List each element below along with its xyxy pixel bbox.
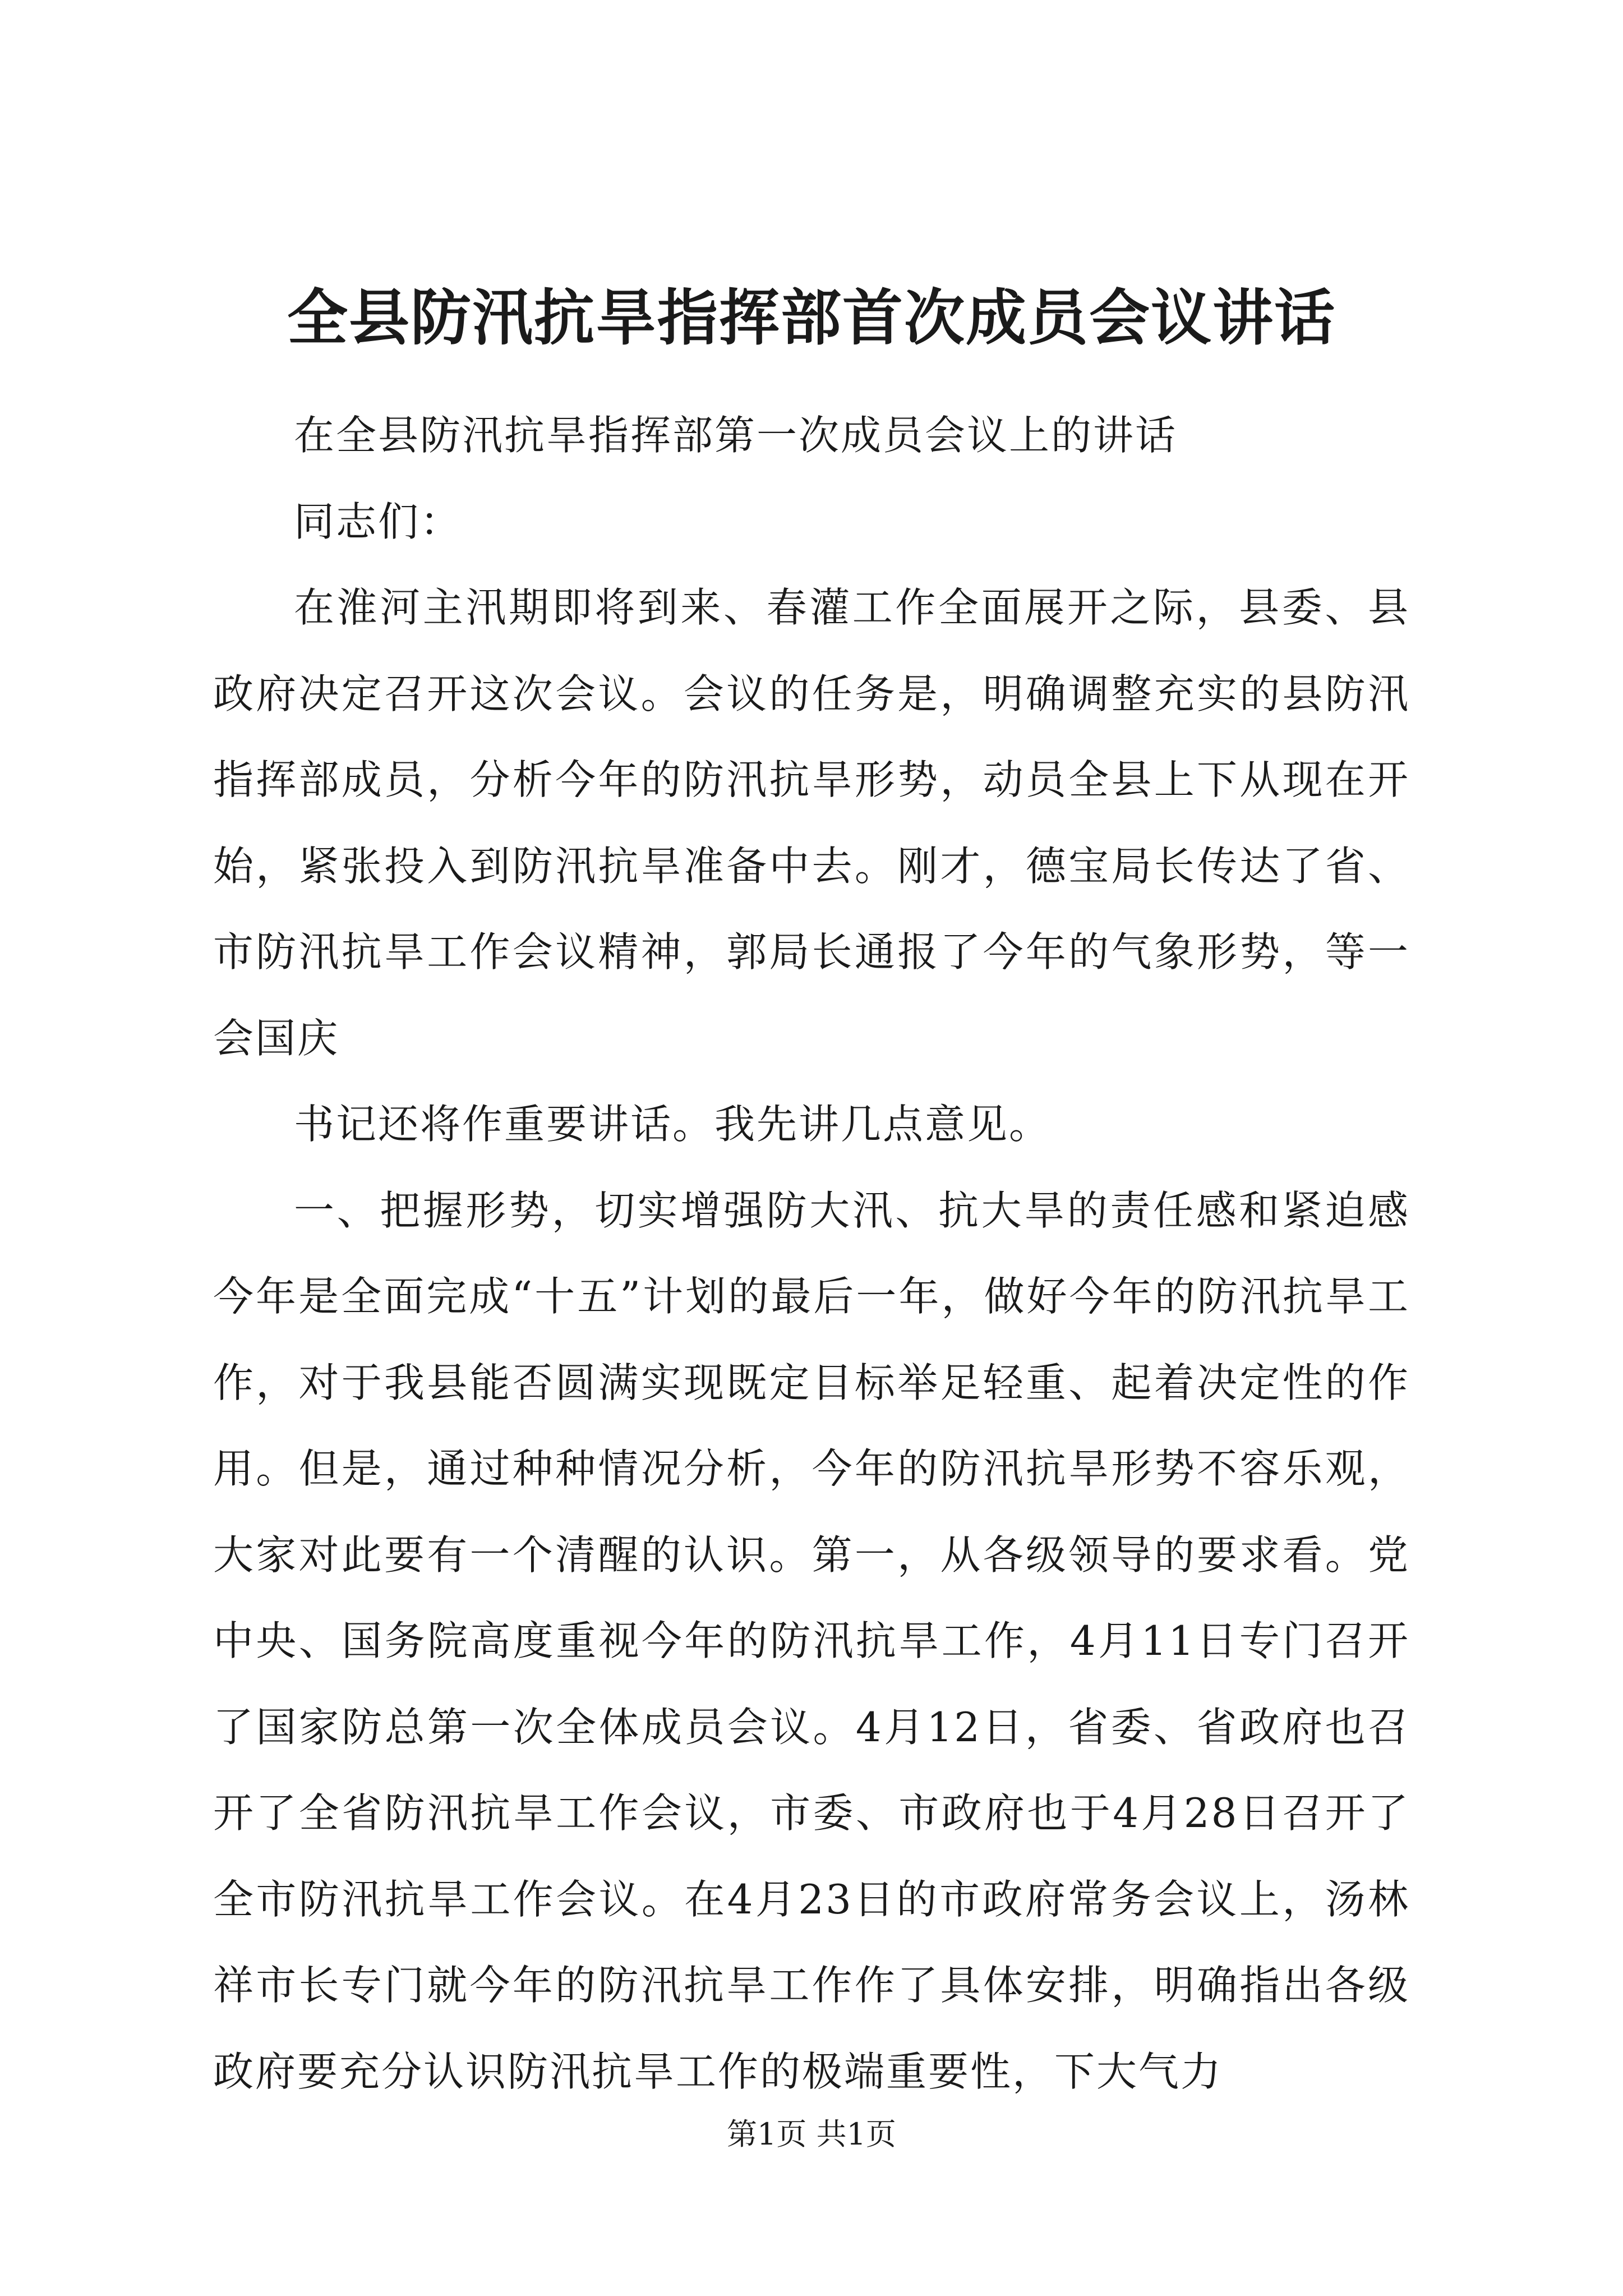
document-title: 全县防汛抗旱指挥部首次成员会议讲话 [287,283,1336,353]
document-body [213,393,1410,2115]
body-paragraph: 书记还将作重要讲话。我先讲几点意见。 [294,1101,1052,1148]
salutation-paragraph: 同志们： [294,498,463,545]
page-footer: 第1页 共1页 [727,2116,896,2152]
subtitle-paragraph: 在全县防汛抗旱指挥部第一次成员会议上的讲话 [294,412,1178,459]
body-paragraph: 在淮河主汛期即将到来、春灌工作全面展开之际，县委、县政府决定召开这次会议。会议的任务是，明确调整充实的县防汛指挥部成员，分析今年的防汛抗旱形势，动员全县上下从现在开始，紧张投入到防汛抗旱准备中去。刚才，德宝局长传达了省、市防汛抗旱工作会议精神，郭局长通报了今年的气象形势，等一会国庆 [213,584,1410,1062]
body-paragraph: 一、把握形势，切实增强防大汛、抗大旱的责任感和紧迫感今年是全面完成“十五”计划的最后一年，做好今年的防汛抗旱工作，对于我县能否圆满实现既定目标举足轻重、起着决定性的作用。但是，通过种种情况分析，今年的防汛抗旱形势不容乐观，大家对此要有一个清醒的认识。第一，从各级领导的要求看。党中央、国务院高度重视今年的防汛抗旱工作，4月11日专门召开了国家防总第一次全体成员会议。4月12日，省委、省政府也召开了全省防汛抗旱工作会议，市委、市政府也于4月28日召开了全市防汛抗旱工作会议。在4月23日的市政府常务会议上，汤林祥市长专门就今年的防汛抗旱工作作了具体安排，明确指出各级政府要充分认识防汛抗旱工作的极端重要性，下大气力 [213,1186,1410,2095]
